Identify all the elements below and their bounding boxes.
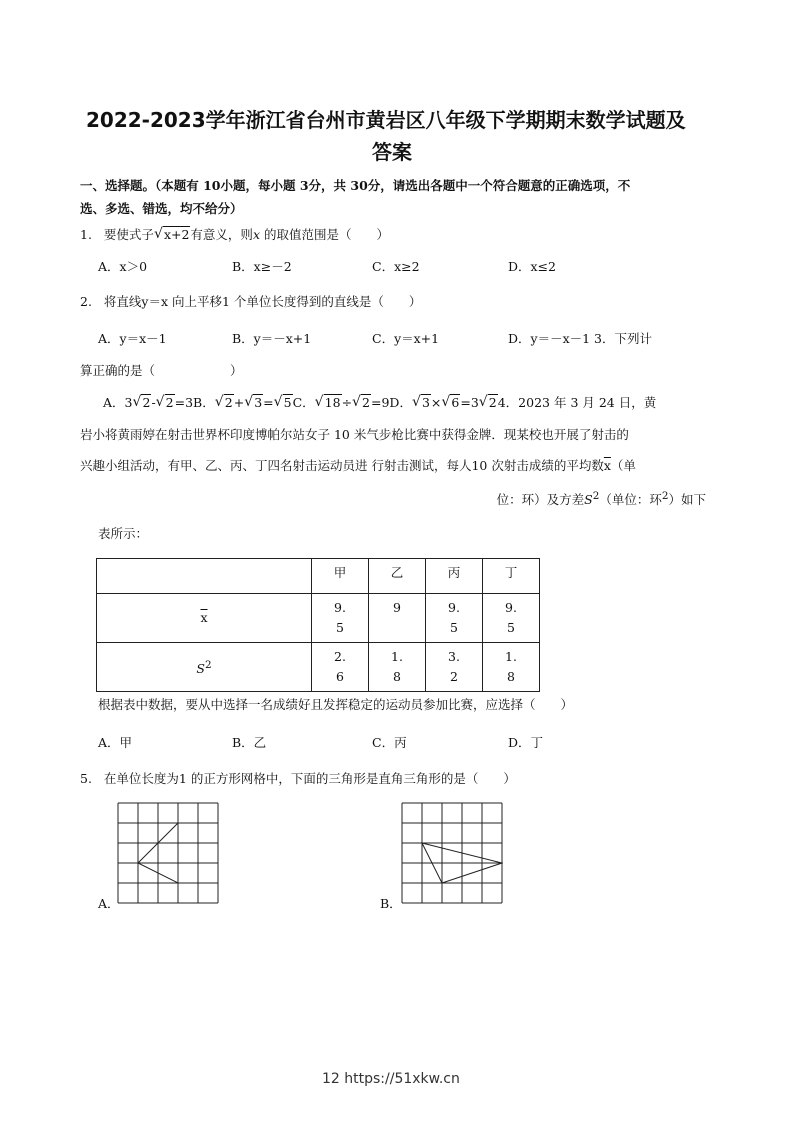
q1-option-c: C．x≥2 [372,259,420,274]
question-text: 要使式子 [103,227,154,242]
figure-b-label: B． [380,896,402,911]
question-text: 的取值范围是（ ） [260,227,389,242]
question-1 [80,225,389,243]
cell-value: 2. [334,649,346,664]
radicand: 2 [362,395,370,410]
table-header-cell: 丁 [483,559,540,594]
superscript: 2 [592,490,600,502]
superscript: 2 [204,658,212,671]
figure-a-label: A． [98,896,120,911]
q4-option-c: C．丙 [372,735,407,750]
mean-symbol: $\overline{x}$ [603,458,611,473]
sqrt-expression [244,395,263,410]
cell-value: 2 [450,669,458,684]
sqrt-expression [479,395,498,410]
question-4-line4: 表所示： [98,526,149,541]
cell-value: 5 [450,620,458,635]
table-row [97,594,540,643]
table-header-cell: 乙 [369,559,426,594]
cell-value: 5 [336,620,344,635]
question-number: 5. [80,771,92,786]
question-text: 兴趣小组活动，有甲、乙、丙、丁四名射击运动员进 行射击测试，每人10 次射击成绩的平均数 [80,458,604,473]
cell-value: 9. [334,600,346,615]
q1-option-d: D．x≤2 [508,259,556,274]
section-heading-line1: 一、选择题。（本题有 10小题，每小题 3分，共 30分，请选出各题中一个符合题意的正确选项，不 [80,178,631,193]
q2-option-b: B．y＝－x+1 [232,331,312,346]
radicand: 6 [451,395,460,410]
grid-figure-a [117,802,219,904]
question-text: （单 [610,458,636,473]
cell-value: 9. [448,600,460,615]
grid-figure-b [401,802,503,904]
question-text: 位：环）及方差 [496,492,585,508]
sqrt-expression [274,395,293,410]
cell-value: 1. [391,649,403,664]
question-3-options [103,393,656,411]
variance-symbol: S [196,661,205,677]
question-4-after: 根据表中数据，要从中选择一名成绩好且发挥稳定的运动员参加比赛，应选择（ ） [98,697,574,712]
operator: ÷ [341,395,353,410]
operator: - [151,395,156,410]
page-title-line1: 2022-2023学年浙江省台州市黄岩区八年级下学期期末数学试题及 [86,108,686,132]
table-cell [426,594,483,643]
q4-option-d: D．丁 [508,735,544,750]
cell-value: 9 [393,600,401,615]
option-text: =3B． [174,395,215,410]
superscript: 2 [661,490,669,502]
cell-value: 8 [393,669,401,684]
option-text: =9D． [371,395,412,410]
question-3-continued: 算正确的是（ ） [80,363,243,378]
sqrt-expression [156,395,175,410]
sqrt-expression [412,395,431,410]
sqrt-expression [441,395,460,410]
sqrt-expression [215,395,234,410]
question-2 [80,292,421,310]
q4-option-b: B．乙 [232,735,267,750]
radicand: 2 [488,395,497,410]
cell-value: 1. [505,649,517,664]
page-title-line2: 答案 [372,140,412,164]
operator: =3 [460,395,479,410]
q1-option-a: A．x＞0 [98,259,148,274]
row-label [97,643,312,692]
q2-option-a: A．y＝x－1 [98,331,167,346]
variance-symbol: S [584,492,593,508]
table-cell [483,594,540,643]
variable: x [252,227,260,242]
question-text: （单位：环 [599,492,662,508]
statistics-table [96,558,540,692]
row-label [97,594,312,643]
section-heading-line2: 选、多选、错选，均不给分） [80,201,243,216]
table-header-cell [97,559,312,594]
cell-value: 6 [336,669,344,684]
cell-value: 9. [505,600,517,615]
radicand: x+2 [163,227,190,242]
q2-option-d: D．y＝－x－1 3．下列计 [508,331,653,346]
radicand: 2 [165,395,174,410]
question-4-line1: 岩小将黄雨婷在射击世界杯印度博帕尔站女子 10 米气步枪比赛中获得金牌．现某校也开展了射击的 [80,427,629,442]
q4-option-a: A．甲 [98,735,133,750]
grid-lines [402,803,502,903]
table-header-row [97,559,540,594]
sqrt-expression [132,395,151,410]
radicand: 5 [283,395,292,410]
operator: = [263,395,274,410]
table-cell [369,643,426,692]
operator: × [430,395,442,410]
question-4-line2 [80,456,636,474]
question-number: 2. [80,294,92,309]
cell-value: 3. [448,649,460,664]
table-cell [312,643,369,692]
operator: + [233,395,245,410]
table-cell [369,594,426,643]
table-cell [426,643,483,692]
sqrt-expression [154,227,190,242]
sqrt-expression [315,395,342,410]
table-cell [483,643,540,692]
cell-value: 8 [507,669,515,684]
radicand: 3 [421,395,430,410]
radicand: 2 [142,395,151,410]
radicand: 18 [324,395,341,410]
option-a-label: A．3 [103,395,133,410]
question-text: ）如下 [668,492,706,508]
table-header-cell: 甲 [312,559,369,594]
question-number: 1. [80,227,92,242]
grid-lines [118,803,218,903]
mean-symbol: $\overline{x}$ [200,610,208,625]
radicand: 3 [254,395,263,410]
sqrt-expression [352,395,371,410]
option-text: C． [292,395,315,410]
question-text: 在单位长度为1 的正方形网格中，下面的三角形是直角三角形的是（ ） [103,771,516,786]
q1-option-b: B．x≥－2 [232,259,292,274]
footer-watermark: 12 https://51xkw.cn [322,1071,460,1087]
table-row [97,643,540,692]
table-header-cell: 丙 [426,559,483,594]
question-5 [80,769,516,787]
q2-option-c: C．y＝x+1 [372,331,440,346]
option-text: 4．2023 年 3 月 24 日，黄 [497,395,657,410]
question-text: 有意义，则 [190,227,253,242]
cell-value: 5 [507,620,515,635]
radicand: 2 [224,395,233,410]
table-cell [312,594,369,643]
question-text: 将直线y＝x 向上平移1 个单位长度得到的直线是（ ） [103,294,422,309]
question-4-line3 [497,490,706,508]
